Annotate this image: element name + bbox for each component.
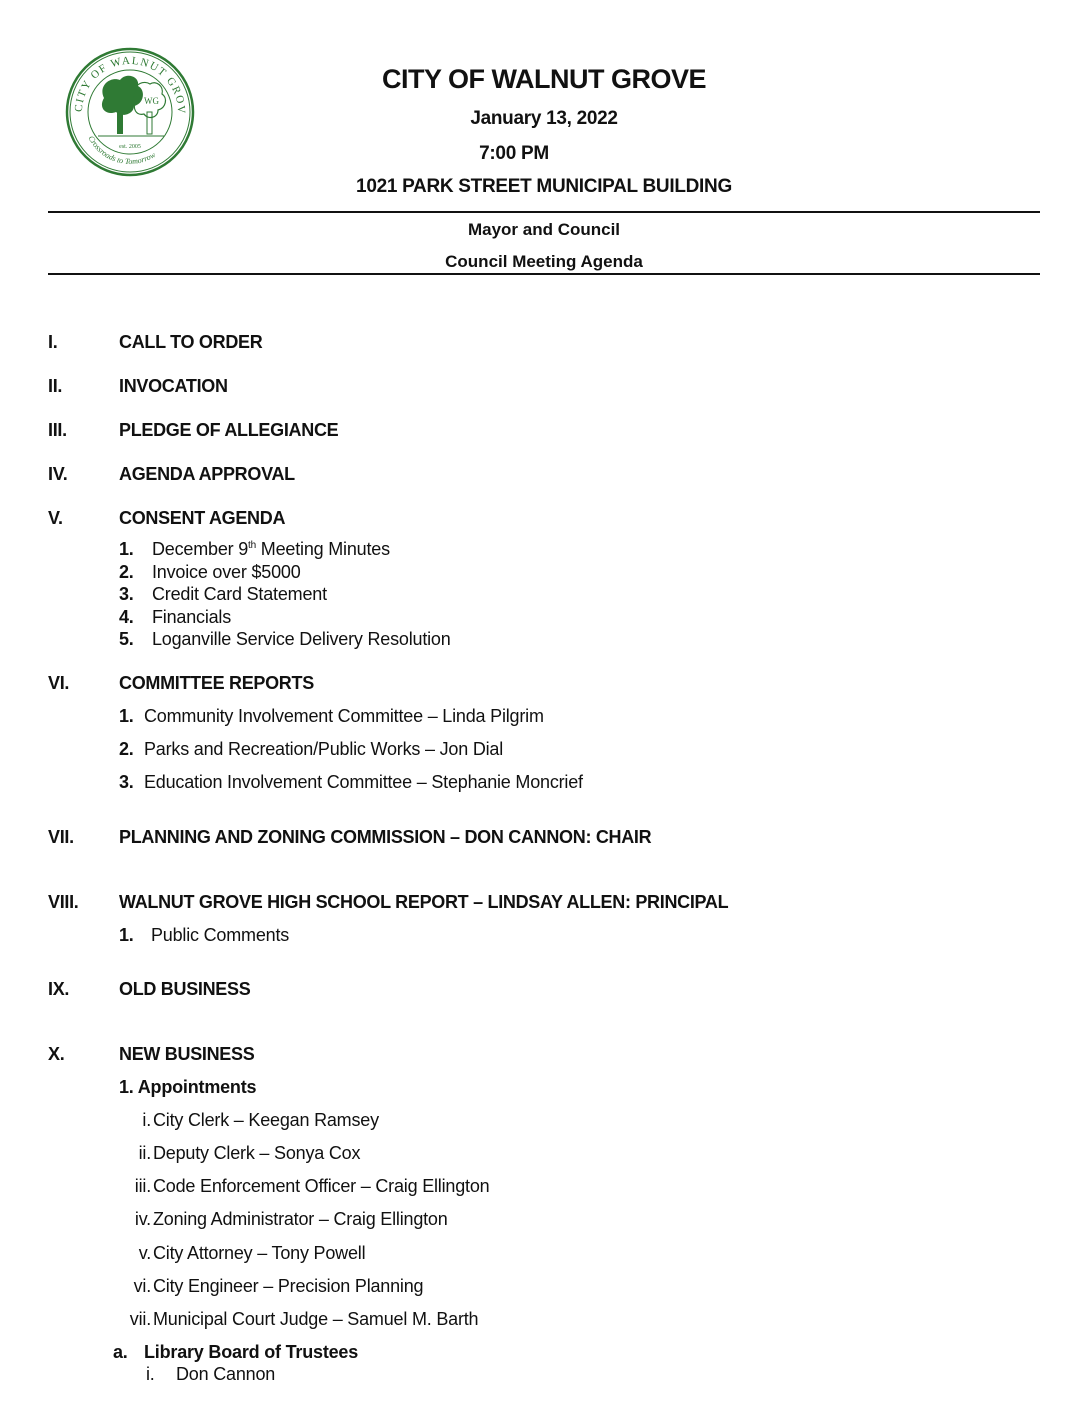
section-number: V.	[48, 508, 63, 528]
section-title-invocation: INVOCATION	[119, 376, 228, 396]
section-number: III.	[48, 420, 67, 440]
section-title-new-business: NEW BUSINESS	[119, 1044, 255, 1064]
list-item: 1. Public Comments	[119, 925, 290, 945]
appointment-item: vi. City Engineer – Precision Planning	[133, 1276, 424, 1296]
list-item: 3. Education Involvement Committee – Stephanie Moncrief	[119, 772, 583, 792]
seal-est: est. 2005	[119, 144, 141, 150]
section-number: VII.	[48, 827, 74, 847]
meeting-date: January 13, 2022	[470, 108, 618, 129]
board-heading-library-trustees: a. Library Board of Trustees	[113, 1342, 359, 1362]
section-number: I.	[48, 332, 58, 352]
list-item: 2. Parks and Recreation/Public Works – Jon Dial	[119, 739, 504, 759]
appointment-item: v. City Attorney – Tony Powell	[138, 1243, 366, 1263]
list-item: 3. Credit Card Statement	[119, 584, 327, 604]
appointment-item: iii. Code Enforcement Officer – Craig Ellington	[134, 1176, 490, 1196]
section-title-consent-agenda: CONSENT AGENDA	[119, 508, 286, 528]
appointment-item: vii. Municipal Court Judge – Samuel M. Barth	[129, 1309, 479, 1329]
seal-ring-text: CITY OF WALNUT GROV	[72, 54, 188, 116]
section-number: IX.	[48, 979, 70, 999]
appointment-item: iv. Zoning Administrator – Craig Ellington	[134, 1209, 448, 1229]
header-rule-bottom	[48, 273, 1040, 275]
list-item: 5. Loganville Service Delivery Resolution	[119, 629, 451, 649]
section-title-committee-reports: COMMITTEE REPORTS	[119, 673, 314, 693]
header-rule-top	[48, 211, 1040, 213]
list-item: 2. Invoice over $5000	[119, 562, 301, 582]
list-item: 1. December 9th Meeting Minutes	[119, 539, 390, 559]
meeting-location: 1021 PARK STREET MUNICIPAL BUILDING	[356, 176, 732, 197]
subheading-appointments: 1. Appointments	[119, 1077, 257, 1097]
section-title-planning-zoning: PLANNING AND ZONING COMMISSION – DON CANNON: CHAIR	[119, 827, 652, 847]
seal-monogram: WG	[144, 96, 159, 106]
section-number: VIII.	[48, 892, 79, 912]
section-number: X.	[48, 1044, 65, 1064]
list-item: 4. Financials	[119, 607, 232, 627]
appointment-item: i. City Clerk – Keegan Ramsey	[142, 1110, 379, 1130]
governing-body: Mayor and Council	[467, 220, 621, 239]
section-number: II.	[48, 376, 63, 396]
section-title-old-business: OLD BUSINESS	[119, 979, 251, 999]
section-title-call-to-order: CALL TO ORDER	[119, 332, 263, 352]
document-title: Council Meeting Agenda	[445, 252, 643, 271]
city-title: CITY OF WALNUT GROVE	[381, 64, 706, 94]
section-title-pledge: PLEDGE OF ALLEGIANCE	[119, 420, 339, 440]
list-item: 1. Community Involvement Committee – Linda Pilgrim	[119, 706, 544, 726]
meeting-time: 7:00 PM	[479, 143, 549, 164]
seal-motto: Crossroads to Tomorrow	[86, 134, 157, 167]
section-number: VI.	[48, 673, 70, 693]
appointment-item: ii. Deputy Clerk – Sonya Cox	[138, 1143, 361, 1163]
board-member-item: i. Don Cannon	[146, 1364, 276, 1384]
section-title-agenda-approval: AGENDA APPROVAL	[119, 464, 295, 484]
section-title-high-school-report: WALNUT GROVE HIGH SCHOOL REPORT – LINDSAY ALLEN: PRINCIPAL	[119, 892, 729, 912]
section-number: IV.	[48, 464, 68, 484]
